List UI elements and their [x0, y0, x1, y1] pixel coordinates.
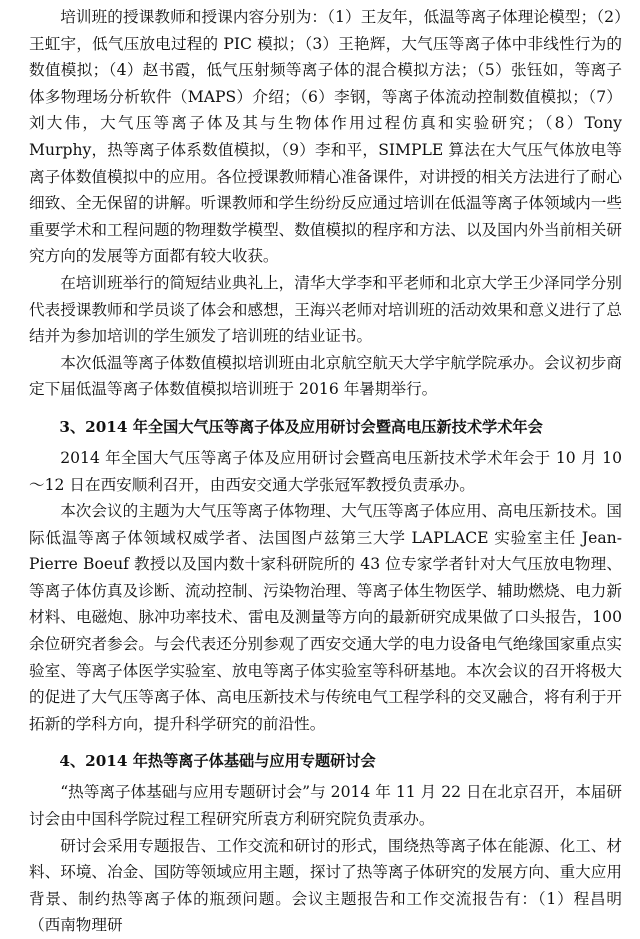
- section-4-heading: 4、2014 年热等离子体基础与应用专题研讨会: [59, 752, 376, 771]
- section-4-paragraph-intro: “热等离子体基础与应用专题研讨会”与 2014 年 11 月 22 日在北京召开，本届研讨会由中国科学院过程工程研究所袁方利研究院负责承办。: [29, 783, 622, 829]
- section-3-paragraph-theme: 本次会议的主题为大气压等离子体物理、大气压等离子体应用、高电压新技术。国际低温等离子体领域权威学者、法国图卢兹第三大学 LAPLACE 实验室主任 Jean-Pierre Boeuf 教授以及国内数十家科研院所的 43 位专家学者针对大气压放电物理、等离子体仿真及诊断、流动控制、污染物治理、等离子体生物医学、辅助燃烧、电力新材料、电磁炮、脉冲功率技术、雷电及测量等方向的最新研究成果做了口头报告，100 余位研究者参会。与会代表还分别参观了西安交通大学的电力设备电气绝缘国家重点实验室、等离子体医学实验室、放电等离子体实验室等科研基地。本次会议的召开将极大的促进了大气压等离子体、高电压新技术与传统电气工程学科的交叉融合，将有利于开拓新的学科方向，提升科学研究的前沿性。: [29, 502, 622, 733]
- paragraph-closing-ceremony: 在培训班举行的简短结业典礼上，清华大学李和平老师和北京大学王少泽同学分别代表授课教师和学员谈了体会和感想，王海兴老师对培训班的活动效果和意义进行了总结并为参加培训的学生颁发了培训班的结业证书。: [29, 273, 622, 346]
- section-3-paragraph-intro: 2014 年全国大气压等离子体及应用研讨会暨高电压新技术学术年会于 10 月 10～12 日在西安顺利召开，由西安交通大学张冠军教授负责承办。: [29, 448, 622, 494]
- section-3-heading: 3、2014 年全国大气压等离子体及应用研讨会暨高电压新技术学术年会: [59, 417, 543, 436]
- paragraph-organizer: 本次低温等离子体数值模拟培训班由北京航空航天大学宇航学院承办。会议初步商定下届低温等离子体数值模拟培训班于 2016 年暑期举行。: [29, 353, 622, 399]
- paragraph-instructors: 培训班的授课教师和授课内容分别为：（1）王友年，低温等离子体理论模型；（2）王虹宇，低气压放电过程的 PIC 模拟；（3）王艳辉，大气压等离子体中非线性行为的数值模拟；（4）赵书霞，低气压射频等离子体的混合模拟方法；（5）张钰如，等离子体多物理场分析软件（MAPS）介绍；（6）李钢，等离子体流动控制数值模拟；（7）刘大伟，大气压等离子体及其与生物体作用过程仿真和实验研究；（8）Tony Murphy，热等离子体系数值模拟，（9）李和平，SIMPLE 算法在大气压气体放电等离子体数值模拟中的应用。各位授课教师精心准备课件，对讲授的相关方法进行了耐心细致、全无保留的讲解。听课教师和学生纷纷反应通过培训在低温等离子体领域内一些重要学术和工程问题的物理数学模型、数值模拟的程序和方法、以及国内外当前相关研究方向的发展等方面都有较大收获。: [29, 8, 622, 266]
- section-4-paragraph-format: 研讨会采用专题报告、工作交流和研讨的形式，围绕热等离子体在能源、化工、材料、环境、冶金、国防等领域应用主题，探讨了热等离子体研究的发展方向、重大应用背景、制约热等离子体的瓶颈问题。会议主题报告和工作交流报告有：（1）程昌明（西南物理研: [29, 836, 622, 935]
